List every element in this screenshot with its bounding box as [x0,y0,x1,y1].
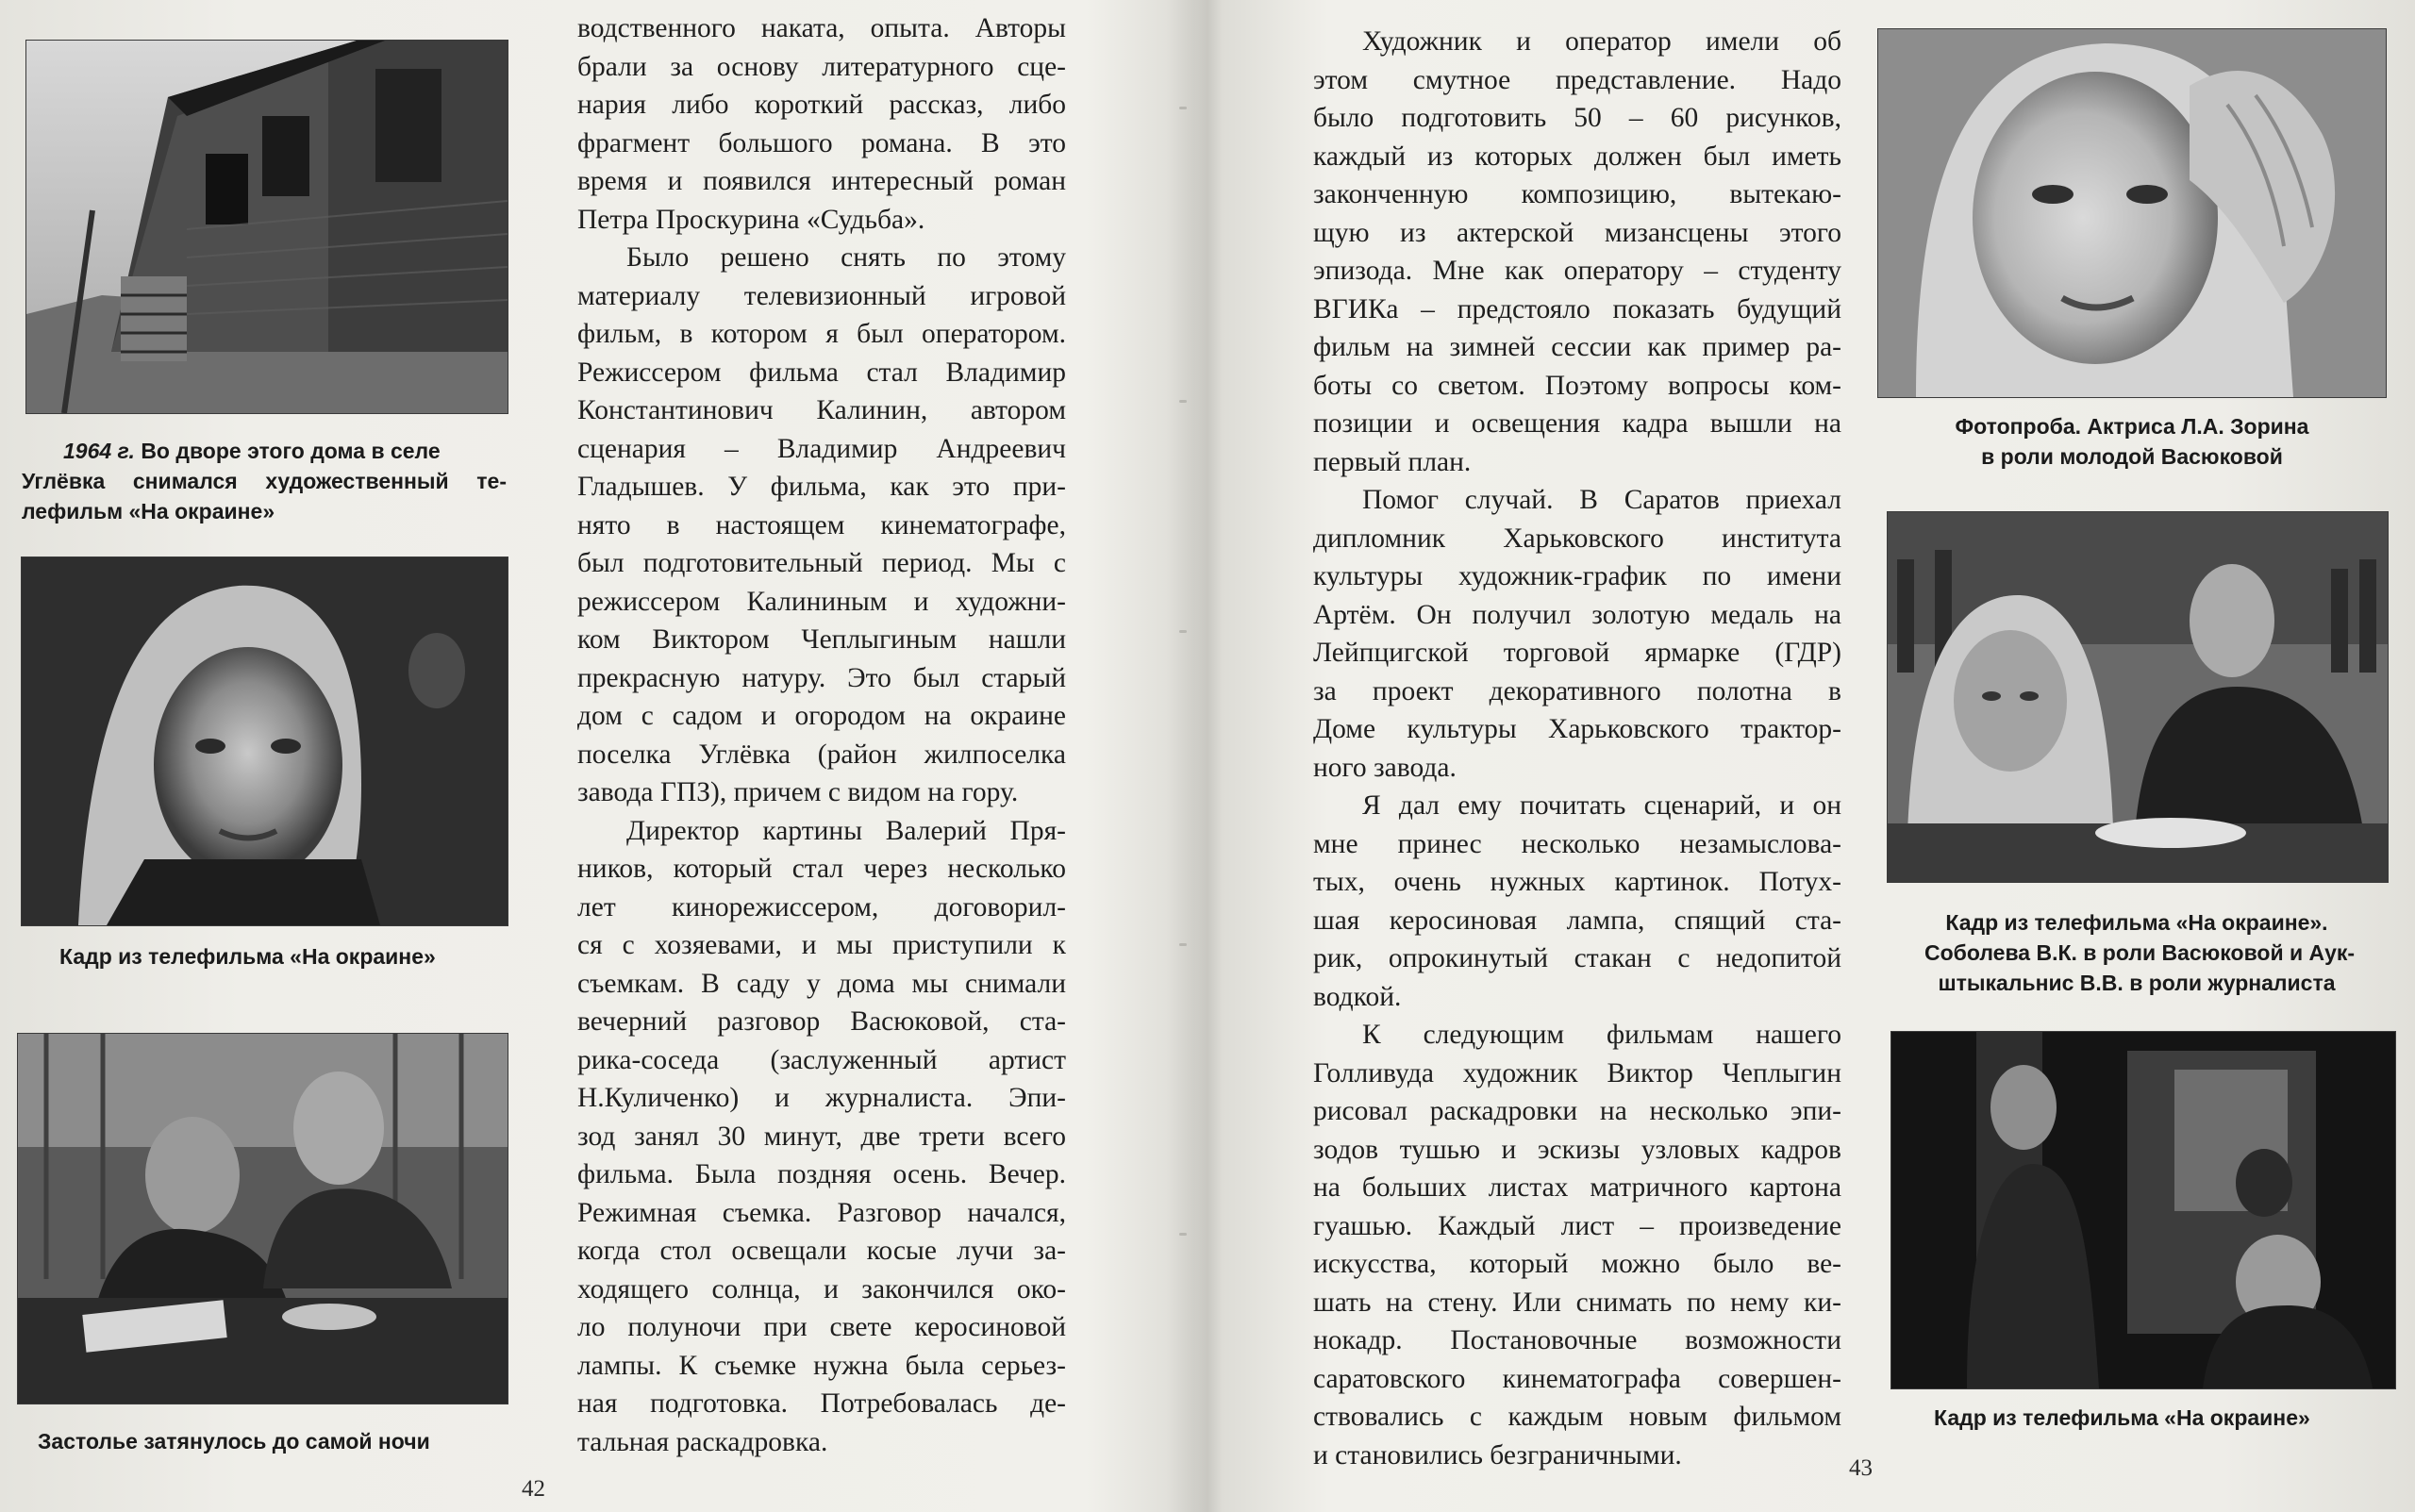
text-line: Режиссером фильма стал Владимир [577,357,1066,388]
text-line: Директор картины Валерий Пря- [626,815,1066,846]
text-line: рик, опрокинутый стакан с недопитой [1313,943,1841,973]
text-line: позиции и освещения кадра вышли на [1313,408,1841,439]
text-line: ная подготовка. Потребовалась де- [577,1388,1066,1419]
staple-mark [1179,630,1187,633]
caption-house-line-1: Во дворе этого дома в селе [141,439,441,463]
text-line: ло полуночи при свете керосиновой [577,1312,1066,1342]
staple-mark [1179,400,1187,403]
text-line: Петра Проскурина «Судьба». [577,204,925,235]
photo-actress-portrait [1877,28,2387,398]
text-line: тых, очень нужных картинок. Потух- [1313,867,1841,897]
text-line: ком Виктором Чеплыгиным нашли [577,624,1066,655]
text-line: тальная раскадровка. [577,1426,828,1457]
text-line: К следующим фильмам нашего [1362,1020,1841,1050]
photo-woman-and-journalist [1887,511,2389,883]
page-number-left: 42 [522,1476,545,1502]
text-line: боты со светом. Поэтому вопросы ком- [1313,370,1841,401]
text-line: ников, который стал через несколько [577,854,1066,884]
text-line: Артём. Он получил золотую медаль на [1313,599,1841,630]
text-line: нокадр. Постановочные возможности [1313,1325,1841,1355]
text-line: Н.Куличенко) и журналиста. Эпи- [577,1083,1066,1113]
text-line: Лейпцигской торговой ярмарке (ГДР) [1313,638,1841,668]
text-line: съемкам. В саду у дома мы снимали [577,968,1066,999]
text-line: лампы. К съемке нужна была серьез- [577,1350,1066,1381]
text-line: и становились безграничными. [1313,1439,1682,1470]
text-line: время и появился интересный роман [577,166,1066,196]
text-line: поселка Углёвка (район жилпоселка [577,739,1066,770]
text-line: зод занял 30 минут, две трети всего [577,1121,1066,1152]
text-line: ного завода. [1313,752,1457,783]
text-line: брали за основу литературного сце- [577,51,1066,82]
text-line: фрагмент большого романа. В это [577,127,1066,158]
caption-house [63,436,507,466]
text-line: материалу телевизионный игровой [577,280,1066,311]
text-line: гуашью. Каждый лист – произведение [1313,1210,1841,1241]
text-line: Константинович Калинин, автором [577,395,1066,425]
text-line: фильм на зимней сессии как пример ра- [1313,332,1841,362]
text-line: мне принес несколько незамыслова- [1313,828,1841,859]
text-line: на больших листах матричного картона [1313,1172,1841,1203]
text-line: эпизода. Мне как оператору – студенту [1313,256,1841,286]
photo-night-scene [1890,1031,2396,1389]
text-line: нария либо короткий рассказ, либо [577,90,1066,120]
staple-mark [1179,107,1187,109]
text-line: зодов тушью и эскизы узловых кадров [1313,1134,1841,1165]
text-line: за проект декоративного полотна в [1313,675,1841,706]
text-line: Художник и оператор имели об [1362,26,1841,57]
caption-pair-line-2: Соболева В.К. в роли Васюковой и Аук- [1924,940,2356,965]
caption-night: Кадр из телефильма «На окраине» [1934,1405,2310,1430]
text-line: лет кинорежиссером, договорил- [577,891,1066,922]
text-line: шать на стену. Или снимать по нему ки- [1313,1287,1841,1318]
caption-house-year: 1964 г. [63,439,135,463]
text-line: дом с садом и огородом на окраине [577,701,1066,731]
caption-woman: Кадр из телефильма «На окраине» [59,944,436,969]
text-line: Было решено снять по этому [626,242,1066,273]
text-line: этом смутное представление. Надо [1313,64,1841,95]
caption-portrait-line-1: Фотопроба. Актриса Л.А. Зорина [1955,414,2309,439]
text-line: Я дал ему почитать сценарий, и он [1362,790,1841,821]
text-line: Голливуда художник Виктор Чеплыгин [1313,1057,1841,1088]
text-line: щую из актерской мизансцены этого [1313,217,1841,248]
caption-portrait [1924,411,2340,472]
text-line: нято в настоящем кинематографе, [577,509,1066,540]
right-page-text [1313,23,1841,1474]
text-line: культуры художник-график по имени [1313,561,1841,591]
text-line: ВГИКа – предстояло показать будущий [1313,293,1841,324]
text-line: Режимная съемка. Разговор начался, [577,1197,1066,1228]
text-line: дипломник Харьковского института [1313,523,1841,554]
staple-mark [1179,1233,1187,1236]
caption-house-line-2: Углёвка снимался художественный те- [22,469,507,493]
text-line: рисовал раскадровки на несколько эпи- [1313,1096,1841,1126]
photo-old-house [25,40,508,414]
text-line: Помог случай. В Саратов приехал [1362,485,1841,515]
text-line: законченную композицию, вытекаю- [1313,179,1841,209]
book-gutter [1166,0,1223,1512]
staple-mark [1179,943,1187,946]
page-number-right: 43 [1849,1455,1873,1481]
text-line: саратовского кинематографа совершен- [1313,1363,1841,1394]
text-line: завода ГПЗ), причем с видом на гору. [577,777,1019,807]
left-page-text [577,9,1066,1461]
text-line: водкой. [1313,981,1402,1012]
text-line: каждый из которых должен был иметь [1313,141,1841,172]
text-line: Гладышев. У фильма, как это при- [577,472,1066,502]
text-line: Доме культуры Харьковского трактор- [1313,714,1841,744]
text-line: шая керосиновая лампа, спящий ста- [1313,905,1841,936]
photo-woman-headscarf [21,557,508,926]
text-line: фильм, в котором я был оператором. [577,319,1066,349]
text-line: первый план. [1313,446,1472,477]
text-line: вечерний разговор Васюковой, ста- [577,1006,1066,1037]
text-line: водственного наката, опыта. Авторы [577,13,1066,43]
photo-table-conversation [17,1033,508,1404]
text-line: ходящего солнца, и закончился око- [577,1273,1066,1304]
caption-pair [1924,907,2356,998]
caption-house-line-3: лефильм «На окраине» [22,499,275,523]
text-line: было подготовить 50 – 60 рисунков, [1313,103,1841,133]
text-line: искусства, который можно было ве- [1313,1249,1841,1279]
caption-portrait-line-2: в роли молодой Васюковой [1981,444,2283,469]
text-line: рика-соседа (заслуженный артист [577,1044,1066,1075]
text-line: прекрасную натуру. Это был старый [577,662,1066,693]
caption-pair-line-1: Кадр из телефильма «На окраине». [1945,910,2328,935]
caption-pair-line-3: штыкальнис В.В. в роли журналиста [1938,971,2336,995]
text-line: был подготовительный период. Мы с [577,548,1066,578]
text-line: сценария – Владимир Андреевич [577,433,1066,464]
caption-table: Застолье затянулось до самой ночи [38,1429,430,1454]
text-line: режиссером Калининым и художни- [577,586,1066,617]
text-line: ся с хозяевами, и мы приступили к [577,930,1066,960]
text-line: ствовались с каждым новым фильмом [1313,1402,1841,1432]
text-line: фильма. Была поздняя осень. Вечер. [577,1159,1066,1189]
text-line: когда стол освещали косые лучи за- [577,1236,1066,1266]
